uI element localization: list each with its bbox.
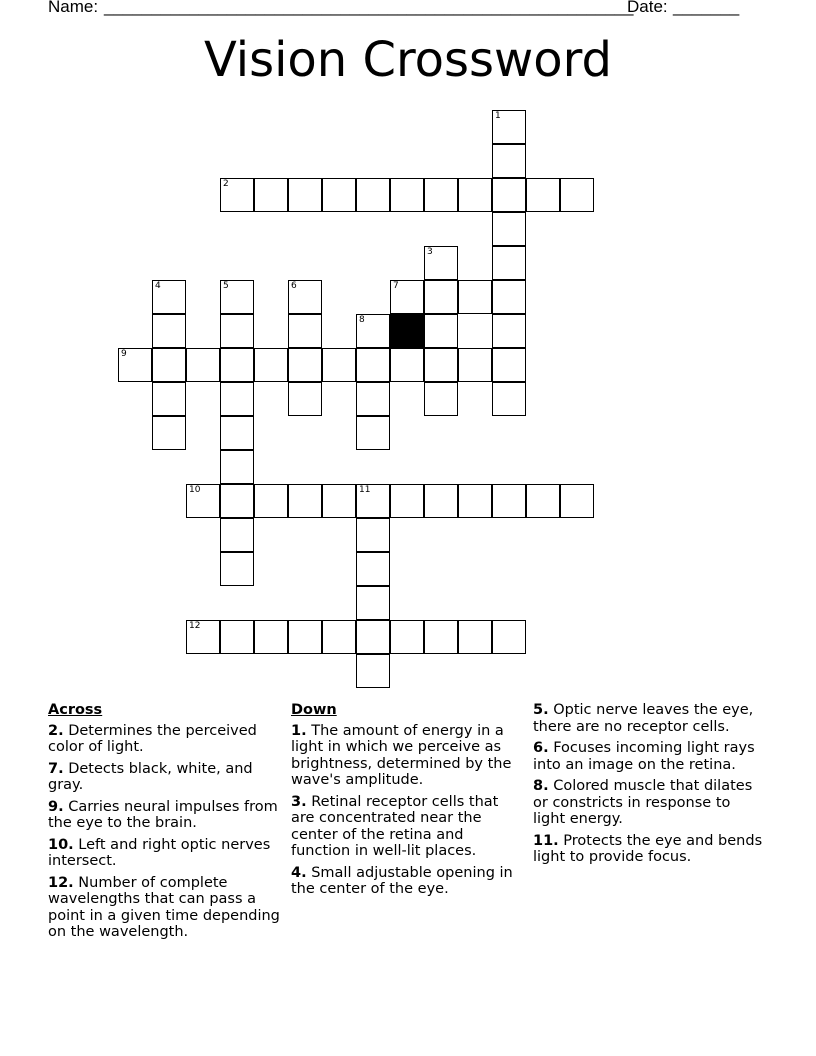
clue-number: 8 [359,315,365,325]
grid-cell[interactable] [492,212,526,246]
down-clues [291,702,519,903]
grid-cell[interactable] [220,280,254,314]
grid-cell[interactable] [288,484,322,518]
grid-cell[interactable] [458,620,492,654]
clue-number: 1 [495,111,501,121]
clue-down-8: 8. Colored muscle that dilates or constricts in response to light energy. [533,778,753,827]
grid-cell[interactable] [288,178,322,212]
grid-cell[interactable] [526,178,560,212]
grid-cell[interactable] [152,314,186,348]
grid-cell[interactable] [220,484,254,518]
grid-cell[interactable] [288,382,322,416]
grid-cell[interactable] [458,178,492,212]
grid-cell[interactable] [186,484,220,518]
grid-cell[interactable] [288,280,322,314]
date-label: Date: [627,0,668,16]
grid-cell[interactable] [322,178,356,212]
clue-down-4: 4. Small adjustable opening in the center of the eye. [291,864,513,897]
clue-number: 11 [359,485,371,495]
grid-cell[interactable] [356,348,390,382]
grid-cell[interactable] [186,348,220,382]
grid-cell[interactable] [220,314,254,348]
grid-cell[interactable] [254,484,288,518]
grid-cell[interactable] [424,484,458,518]
grid-cell[interactable] [560,178,594,212]
grid-cell[interactable] [288,348,322,382]
grid-cell[interactable] [458,280,492,314]
grid-cell[interactable] [356,586,390,620]
date-field[interactable]: _______ [673,0,740,16]
grid-cell[interactable] [560,484,594,518]
grid-cell[interactable] [356,620,390,654]
grid-cell[interactable] [220,450,254,484]
clue-down-5: 5. Optic nerve leaves the eye, there are no receptor cells. [533,702,754,735]
grid-cell[interactable] [356,314,390,348]
grid-cell[interactable] [390,178,424,212]
grid-cell[interactable] [356,382,390,416]
grid-cell[interactable] [254,620,288,654]
grid-cell[interactable] [356,552,390,586]
grid-cell[interactable] [492,144,526,178]
clue-across-12: 12. Number of complete wavelengths that can pass a point in a given time depending on the wavelength. [48,874,280,940]
clue-number: 7 [393,281,399,291]
grid-cell[interactable] [424,246,458,280]
grid-cell[interactable] [186,620,220,654]
across-clues [48,702,284,946]
grid-cell[interactable] [492,178,526,212]
grid-cell[interactable] [220,382,254,416]
grid-cell[interactable] [356,416,390,450]
grid-cell[interactable] [288,314,322,348]
grid-cell[interactable] [220,518,254,552]
page-title: Vision Crossword [203,32,613,88]
grid-cell[interactable] [220,552,254,586]
grid-block [390,314,424,348]
grid-cell[interactable] [390,620,424,654]
grid-cell[interactable] [322,348,356,382]
clue-number: 5 [223,281,229,291]
clue-number: 10 [189,485,201,495]
clue-down-3: 3. Retinal receptor cells that are concentrated near the center of the retina and function in well-lit places. [291,793,499,859]
grid-cell[interactable] [288,620,322,654]
grid-cell[interactable] [220,620,254,654]
grid-cell[interactable] [424,620,458,654]
clue-down-6: 6. Focuses incoming light rays into an image on the retina. [533,740,755,773]
grid-cell[interactable] [492,348,526,382]
grid-cell[interactable] [152,348,186,382]
grid-cell[interactable] [492,314,526,348]
clue-down-1: 1. The amount of energy in a light in which we perceive as brightness, determined by the wave's amplitude. [291,722,512,788]
clue-number: 12 [189,621,201,631]
grid-cell[interactable] [526,484,560,518]
grid-cell[interactable] [424,280,458,314]
grid-cell[interactable] [356,518,390,552]
grid-cell[interactable] [322,484,356,518]
grid-cell[interactable] [424,178,458,212]
grid-cell[interactable] [356,654,390,688]
grid-cell[interactable] [492,620,526,654]
down-heading: Down [291,702,337,718]
grid-cell[interactable] [254,178,288,212]
clue-number: 9 [121,349,127,359]
grid-cell[interactable] [424,348,458,382]
across-heading: Across [48,702,103,718]
grid-cell[interactable] [424,382,458,416]
name-field[interactable]: ________________________________________________________ [104,0,634,16]
grid-cell[interactable] [390,484,424,518]
clue-across-10: 10. Left and right optic nerves intersect. [48,836,271,869]
grid-cell[interactable] [356,178,390,212]
grid-cell[interactable] [322,620,356,654]
grid-cell[interactable] [492,246,526,280]
worksheet-header [48,0,768,19]
grid-cell[interactable] [492,382,526,416]
clue-number: 6 [291,281,297,291]
down-clues-continued [533,702,765,871]
grid-cell[interactable] [390,348,424,382]
clue-across-9: 9. Carries neural impulses from the eye to the brain. [48,798,278,831]
grid-cell[interactable] [492,484,526,518]
name-label: Name: [48,0,99,16]
grid-cell[interactable] [152,280,186,314]
clue-across-2: 2. Determines the perceived color of light. [48,722,257,755]
grid-cell[interactable] [152,382,186,416]
grid-cell[interactable] [492,110,526,144]
grid-cell[interactable] [220,348,254,382]
grid-cell[interactable] [118,348,152,382]
grid-cell[interactable] [220,178,254,212]
grid-cell[interactable] [390,280,424,314]
grid-cell[interactable] [424,314,458,348]
grid-cell[interactable] [458,348,492,382]
clue-number: 3 [427,247,433,257]
clue-number: 4 [155,281,161,291]
grid-cell[interactable] [458,484,492,518]
grid-cell[interactable] [254,348,288,382]
clue-across-7: 7. Detects black, white, and gray. [48,760,253,793]
grid-cell[interactable] [492,280,526,314]
clue-number: 2 [223,179,229,189]
grid-cell[interactable] [356,484,390,518]
grid-cell[interactable] [152,416,186,450]
grid-cell[interactable] [220,416,254,450]
clue-down-11: 11. Protects the eye and bends light to provide focus. [533,832,763,865]
